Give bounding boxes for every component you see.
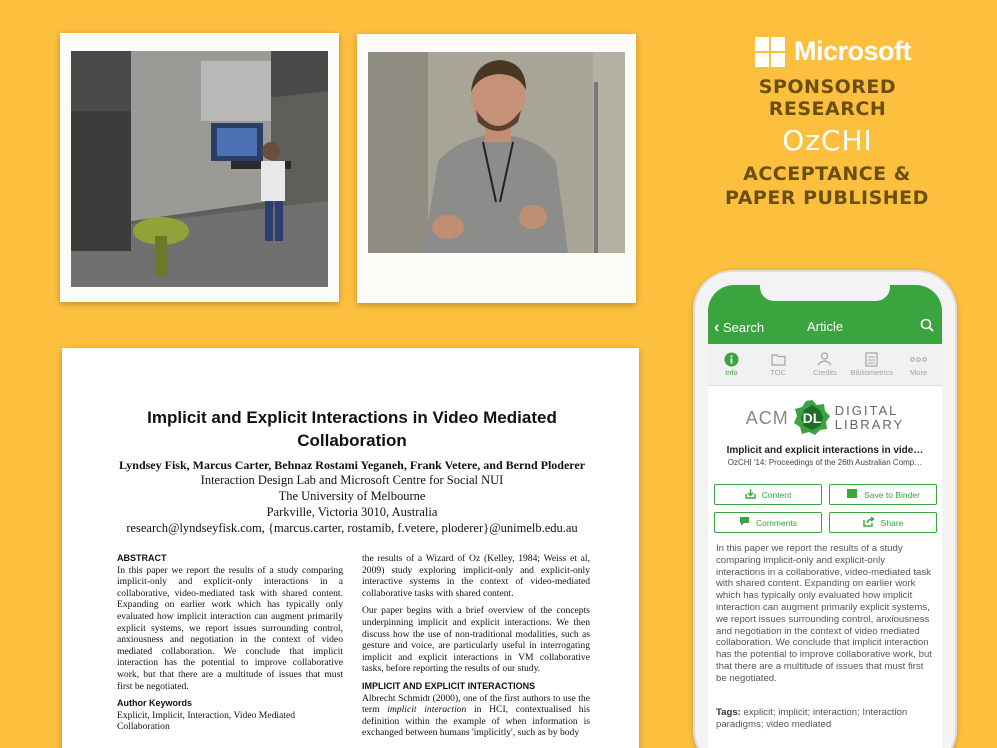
share-icon — [863, 516, 875, 529]
speaker-photo — [368, 52, 625, 253]
acm-wordmark: ACM — [745, 407, 789, 428]
phone-notch — [760, 285, 890, 301]
comments-button[interactable] — [714, 512, 822, 533]
article-title: Implicit and explicit interactions in vide… — [726, 445, 924, 456]
sponsored-research-label: SPONSORED RESEARCH — [758, 76, 897, 120]
paper-affiliation-emails: research@lyndseyfisk.com, {marcus.carter, rostamib, f.vetere, ploderer}@unimelb.edu.au — [126, 521, 578, 535]
share-button-label: Share — [880, 517, 904, 528]
tab-toc[interactable] — [755, 344, 802, 385]
keywords-text: Explicit, Implicit, Interaction, Video Mediated Collaboration — [117, 709, 296, 733]
article-proceedings: OzCHI '14: Proceedings of the 26th Australian Comp… — [727, 458, 923, 467]
digital-library-wordmark — [835, 404, 904, 432]
paper-left-column — [117, 553, 343, 739]
tab-more-label: More — [910, 368, 928, 377]
paper-title — [102, 406, 602, 452]
save-to-binder-label: Save to Binder — [864, 489, 920, 500]
paper-preview — [62, 348, 639, 748]
tab-bibliometrics[interactable] — [848, 344, 895, 385]
speaker-scene-image — [368, 52, 625, 253]
search-icon[interactable] — [920, 318, 934, 337]
lab-scene-image — [71, 51, 328, 287]
polaroid-photo-lab — [60, 33, 339, 302]
paper-title-line-2: Collaboration — [297, 431, 407, 450]
lab-room-photo — [71, 51, 328, 287]
section-paragraph: Albrecht Schmidt (2000), one of the first authors to use the term implicit interaction in HCI, contextualised his definition within the example of when information is exchanged between humans 'implicitly', such as by body — [362, 692, 590, 739]
abstract-heading: ABSTRACT — [117, 553, 167, 563]
tab-toc-label: TOC — [770, 368, 787, 377]
info-icon — [708, 350, 755, 368]
folder-icon — [755, 350, 802, 368]
digital-word: DIGITAL — [834, 403, 899, 418]
chevron-left-icon: ‹ — [714, 319, 720, 336]
share-button[interactable] — [829, 512, 937, 533]
tab-credits[interactable] — [802, 344, 849, 385]
paper-authors: Lyndsey Fisk, Marcus Carter, Behnaz Rostami Yeganeh, Frank Vetere, and Bernd Ploderer — [118, 458, 586, 472]
tab-bar — [708, 344, 942, 386]
download-icon — [745, 488, 756, 501]
document-icon — [848, 350, 895, 368]
keywords-heading: Author Keywords — [117, 698, 193, 709]
microsoft-squares-icon — [755, 37, 785, 67]
app-header — [708, 285, 942, 344]
section-heading: IMPLICIT AND EXPLICIT INTERACTIONS — [362, 680, 536, 691]
paper-right-column — [362, 553, 590, 745]
abstract-text: In this paper we report the results of a study comparing implicit-only and explicit-only interactions in a collaborative, video-mediated task with shared content. Expanding on earlier work which has typically only evaluated how implicit interaction can augment primarily explicit systems, we report issues surrounding control, anxiousness and negotiation in the context of video mediated collaboration. We conclude that implicit interaction has the potential to improve collaborative work, but that there are a multitude of issues that must first be negotiated. — [117, 564, 343, 692]
tab-info-label: Info — [725, 368, 738, 377]
tags-value: explicit; implicit; interaction; Interaction paradigms; video mediated — [716, 707, 908, 730]
paper-title-line-1: Implicit and Explicit Interactions in Video Mediated — [147, 408, 557, 427]
comments-button-label: Comments — [755, 517, 798, 528]
header-title: Article — [806, 319, 844, 334]
content-button[interactable] — [714, 484, 822, 505]
people-icon — [802, 350, 849, 368]
article-abstract: In this paper we report the results of a study comparing implicit-only and explicit-only interactions in a collaborative, video-mediated task with shared content. Expanding on earlier work which has typically only evaluated how implicit interaction can augment primarily explicit systems, we report issues surrounding control, anxiousness and negotiation in the context of video mediated collaboration. We conclude that implicit interaction has the potential to improve collaborative work, but that there are a multitude of issues that must first be negotiated. — [716, 543, 932, 684]
tab-info[interactable] — [708, 344, 755, 385]
acceptance-label: ACCEPTANCE & PAPER PUBLISHED — [725, 163, 929, 209]
save-to-binder-button[interactable] — [829, 484, 937, 505]
content-button-label: Content — [761, 489, 792, 500]
phone-mockup — [693, 270, 957, 748]
dl-badge-icon — [793, 399, 831, 437]
more-icon — [895, 350, 942, 368]
back-label: Search — [722, 320, 765, 335]
intro-paragraph-2: Our paper begins with a brief overview of the concepts underpinning implicit and explicit interactions. We then discuss how the use of non-traditional modalities, such as gesture and voice, are particularly useful in interrogating implicit and explicit interactions in VM collaborative tasks, before reporting the results of our study. — [362, 605, 590, 675]
paper-affiliation-university: The University of Melbourne — [278, 489, 426, 503]
ozchi-label: OzCHI — [782, 124, 873, 157]
paper-affiliation-lab: Interaction Design Lab and Microsoft Centre for Social NUI — [200, 473, 504, 487]
microsoft-logo — [755, 36, 911, 67]
polaroid-photo-speaker — [357, 34, 636, 303]
tab-credits-label: Credits — [813, 368, 837, 377]
phone-screen — [708, 285, 942, 748]
microsoft-wordmark: Microsoft — [794, 36, 911, 66]
binder-icon — [846, 488, 858, 501]
tab-more[interactable] — [895, 344, 942, 385]
tags-label: Tags: — [716, 707, 741, 718]
tab-bibliometrics-label: Bibliometrics — [850, 368, 894, 377]
acm-dl-logo — [708, 399, 942, 437]
svg-text:DL: DL — [802, 410, 822, 426]
comment-icon — [739, 516, 750, 529]
intro-paragraph-1: the results of a Wizard of Oz (Kelley, 1984; Weiss et al, 2009) study exploring implicit-only and explicit-only interactive systems in the context of video-mediated collaborative tasks with shared content. — [362, 553, 590, 599]
paper-affiliation-address: Parkville, Victoria 3010, Australia — [266, 505, 438, 519]
library-word: LIBRARY — [834, 417, 905, 432]
article-tags — [716, 707, 936, 731]
